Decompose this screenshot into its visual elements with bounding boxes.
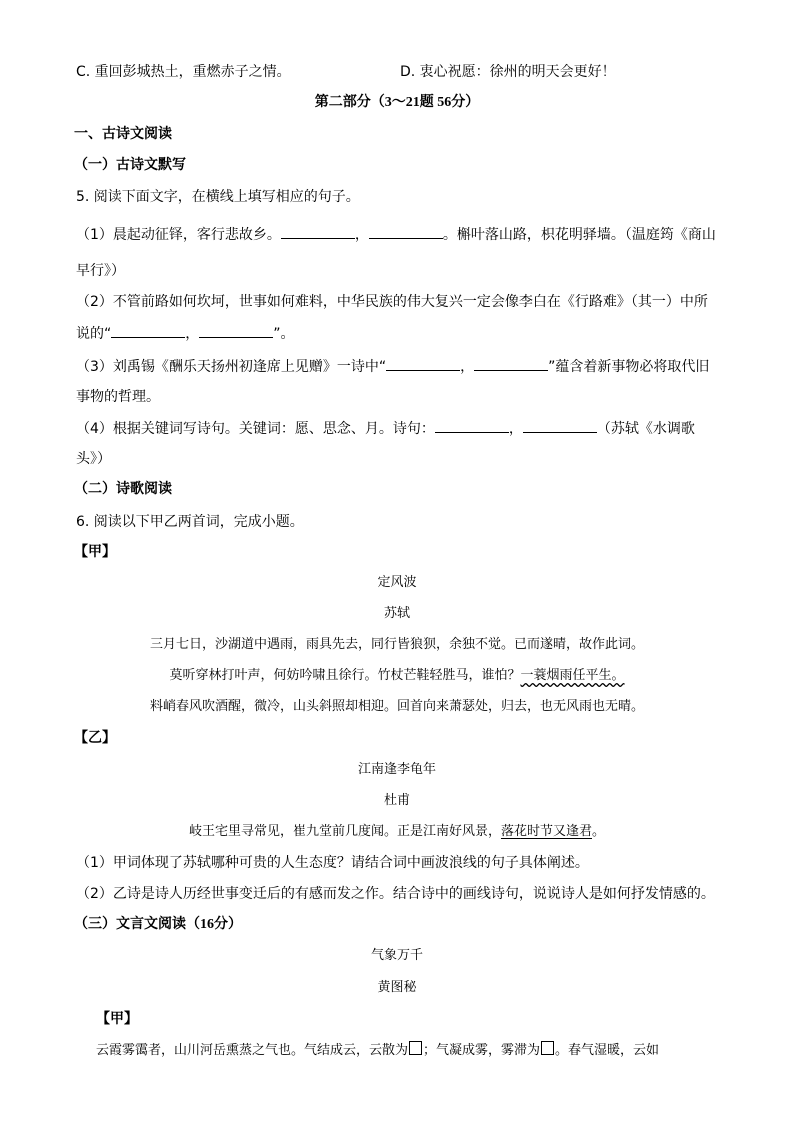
q5-item-2-text-b: 说的“ — [76, 326, 112, 342]
q5-item-2-text-c: ”。 — [273, 326, 295, 342]
answer-blank[interactable] — [523, 418, 597, 433]
poem-1-line-1 — [0, 666, 794, 686]
label-jia: 【甲】 — [74, 545, 116, 560]
prose-line-1-text-c: 。春气湿暖，云如 — [555, 1043, 660, 1058]
prose-author: 黄图秘 — [377, 980, 417, 995]
comma: ， — [460, 359, 475, 375]
option-d: D. 衷心祝愿：徐州的明天会更好！ — [400, 64, 616, 80]
q6-subquestion-2: （2）乙诗是诗人历经世事变迁后的有感而发之作。结合诗中的画线诗句，说说诗人是如何抒发情感的。 — [76, 886, 715, 902]
question-6-stem: 6. 阅读以下甲乙两首词，完成小题。 — [76, 514, 304, 530]
q5-item-1-text-b: 。槲叶落山路，枳花明驿墙。（温庭筠《商山 — [442, 227, 716, 243]
q5-item-3-text-a: （3）刘禹锡《酬乐天扬州初逢席上见赠》一诗中“ — [76, 359, 387, 375]
q5-item-1-cont: 早行》） — [76, 263, 125, 279]
poem-1-preface: 三月七日，沙湖道中遇雨，雨具先去，同行皆狼狈，余独不觉。已而遂晴，故作此词。 — [149, 637, 644, 652]
q5-item-4-text-b: （苏轼《水调歌 — [596, 421, 695, 437]
subsection-title-poetry: （二）诗歌阅读 — [74, 482, 172, 497]
answer-blank[interactable] — [474, 356, 548, 371]
poem-2-title: 江南逢李龟年 — [357, 762, 436, 777]
poem-1-line-2: 料峭春风吹酒醒，微冷，山头斜照却相迎。回首向来萧瑟处，归去，也无风雨也无晴。 — [149, 699, 644, 714]
section-title-ancient-reading: 一、古诗文阅读 — [74, 127, 172, 142]
answer-blank[interactable] — [386, 356, 460, 371]
comma: ， — [185, 326, 200, 342]
prose-line-1-text-b: ；气凝成雾，雾滞为 — [423, 1043, 541, 1058]
answer-blank[interactable] — [369, 224, 443, 239]
comma: ， — [508, 421, 523, 437]
q5-item-4-cont: 头》） — [76, 451, 111, 467]
poem-2-author: 杜甫 — [383, 793, 410, 808]
q5-item-3-cont: 事物的哲理。 — [76, 389, 160, 405]
subsection-title-classical-prose: （三）文言文阅读（16分） — [74, 917, 242, 932]
answer-blank[interactable] — [435, 418, 509, 433]
part-two-title: 第二部分（3～21题 56分） — [314, 95, 480, 110]
poem-1-author: 苏轼 — [383, 606, 410, 621]
q6-subquestion-1: （1）甲词体现了苏轼哪种可贵的人生态度？请结合词中画波浪线的句子具体阐述。 — [76, 855, 589, 871]
answer-blank[interactable] — [281, 224, 355, 239]
q5-item-1 — [76, 224, 716, 245]
prose-title: 气象万千 — [370, 948, 423, 963]
missing-char-box — [541, 1041, 554, 1055]
question-5-stem: 5. 阅读下面文字，在横线上填写相应的句子。 — [76, 189, 360, 205]
subsection-title-recitation: （一）古诗文默写 — [74, 158, 186, 173]
option-c: C. 重回彭城热土，重燃赤子之情。 — [76, 64, 291, 80]
answer-blank[interactable] — [111, 323, 185, 338]
prose-line-1 — [96, 1041, 659, 1061]
prose-label-jia: 【甲】 — [96, 1012, 138, 1027]
poem-2-line-1-end: 。 — [592, 824, 606, 839]
q5-item-4 — [76, 418, 695, 439]
answer-blank[interactable] — [199, 323, 273, 338]
q5-item-2-cont — [76, 323, 295, 344]
underlined-verse: 落花时节又逢君 — [500, 824, 592, 839]
q5-item-4-text-a: （4）根据关键词写诗句。关键词：愿、思念、月。诗句： — [76, 421, 435, 437]
poem-1-line-1-text: 莫听穿林打叶声，何妨吟啸且徐行。竹杖芒鞋轻胜马，谁怕？ — [169, 668, 521, 683]
q5-item-3-text-b: ”蕴含着新事物必将取代旧 — [548, 359, 710, 375]
poem-1-title: 定风波 — [377, 575, 417, 590]
wavy-underlined-verse: 一蓑烟雨任平生。 — [520, 668, 625, 683]
missing-char-box — [409, 1041, 422, 1055]
poem-2-line-1-text: 岐王宅里寻常见，崔九堂前几度闻。正是江南好风景， — [188, 824, 501, 839]
q5-item-1-text-a: （1）晨起动征铎，客行悲故乡。 — [76, 227, 281, 243]
q5-item-3 — [76, 356, 709, 377]
comma: ， — [354, 227, 369, 243]
label-yi: 【乙】 — [74, 731, 116, 746]
q5-item-2: （2）不管前路如何坎坷，世事如何难料，中华民族的伟大复兴一定会像李白在《行路难》（其一）中所 — [76, 294, 708, 310]
poem-2-line-1 — [0, 822, 794, 842]
prose-line-1-text-a: 云霞雾霭者，山川河岳熏蒸之气也。气结成云，云散为 — [96, 1043, 409, 1058]
